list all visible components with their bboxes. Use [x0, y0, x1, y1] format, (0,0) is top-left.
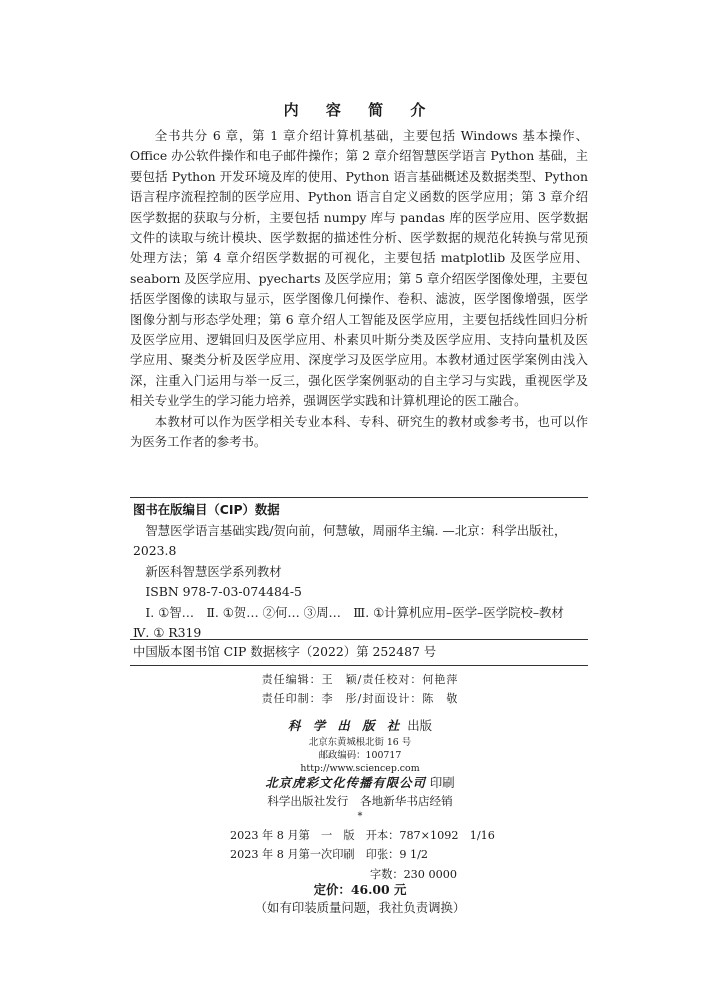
publisher-suffix: 出版 [407, 718, 432, 733]
editors-block [0, 670, 720, 708]
editor-line: 责任印制：李 彤/封面设计：陈 敬 [261, 692, 459, 705]
printer-suffix: 印刷 [429, 775, 455, 790]
cip-line: Ⅰ. ①智… Ⅱ. ①贺… ②何… ③周… Ⅲ. ①计算机应用–医学–医学院校–教材 Ⅳ. ① R319 [133, 604, 577, 641]
printer-name: 北京虎彩文化传播有限公司 [265, 775, 426, 790]
separator-star: * [357, 811, 363, 822]
cip-body [133, 521, 585, 643]
cip-line: ISBN 978-7-03-074484-5 [145, 584, 302, 600]
spec-line: 2023 年 8 月第一次印刷 印张：9 1/2 [230, 848, 428, 862]
divider-middle [130, 639, 588, 640]
cip-line: 智慧医学语言基础实践/贺向前，何慧敏，周丽华主编. —北京：科学出版社，2023.8 [133, 523, 567, 559]
publisher-line [0, 716, 720, 734]
publisher-url: http://www.sciencep.com [300, 763, 420, 774]
divider-top [130, 497, 588, 498]
cip-number: 中国版本图书馆 CIP 数据核字（2022）第 252487 号 [133, 644, 437, 659]
page-title: 内 容 简 介 [283, 101, 437, 119]
intro-paragraph: 全书共分 6 章，第 1 章介绍计算机基础，主要包括 Windows 基本操作、Office 办公软件操作和电子邮件操作；第 2 章介绍智慧医学语言 Python 基础，主要包括 Python 开发环境及库的使用、Python 语言基础概述及数据类型、Python 语言程序流程控制的医学应用、Python 语言自定义函数的医学应用；第 3 章介绍医学数据的获取与分析，主要包括 numpy 库与 pandas 库的医学应用、医学数据文件的读取与统计模块、医学数据的描述性分析、医学数据的规范化转换与常见预处理方法；第 4 章介绍医学数据的可视化，主要包括 matplotlib 及医学应用、seaborn 及医学应用、pyecharts 及医学应用；第 5 章介绍医学图像处理，主要包括医学图像的读取与显示，医学图像几何操作、卷积、滤波，医学图像增强，医学图像分割与形态学处理；第 6 章介绍人工智能及医学应用，主要包括线性回归分析及医学应用、逻辑回归及医学应用、朴素贝叶斯分类及医学应用、支持向量机及医学应用、聚类分析及医学应用、深度学习及医学应用。本教材通过医学案例由浅入深，注重入门运用与举一反三，强化医学案例驱动的自主学习与实践，重视医学及相关专业学生的学习能力培养，强调医学实践和计算机理论的医工融合。 [130, 128, 588, 409]
notice: （如有印装质量问题，我社负责调换） [254, 900, 466, 915]
intro-paragraph: 本教材可以作为医学相关专业本科、专科、研究生的教材或参考书，也可以作为医务工作者的参考书。 [130, 413, 588, 450]
distribution-line: 科学出版社发行 各地新华书店经销 [267, 794, 453, 808]
price: 定价：46.00 元 [313, 882, 407, 897]
publisher-name: 科 学 出 版 社 [288, 718, 404, 733]
publisher-address: 北京东黄城根北街 16 号 [308, 737, 412, 748]
intro-section [130, 126, 588, 453]
spec-line: 2023 年 8 月第 一 版 开本：787×1092 1/16 [230, 829, 495, 842]
editor-line: 责任编辑：王 颖/责任校对：何艳萍 [261, 673, 459, 686]
cip-line: 新医科智慧医学系列教材 [145, 563, 282, 579]
publisher-block [0, 716, 720, 775]
cip-heading: 图书在版编目（CIP）数据 [133, 502, 280, 517]
spec-line: 字数：230 0000 [370, 867, 457, 881]
divider-bottom [130, 665, 588, 666]
publisher-postcode: 邮政编码：100717 [318, 750, 402, 761]
spec-block [230, 826, 495, 884]
printer-line [0, 773, 720, 791]
